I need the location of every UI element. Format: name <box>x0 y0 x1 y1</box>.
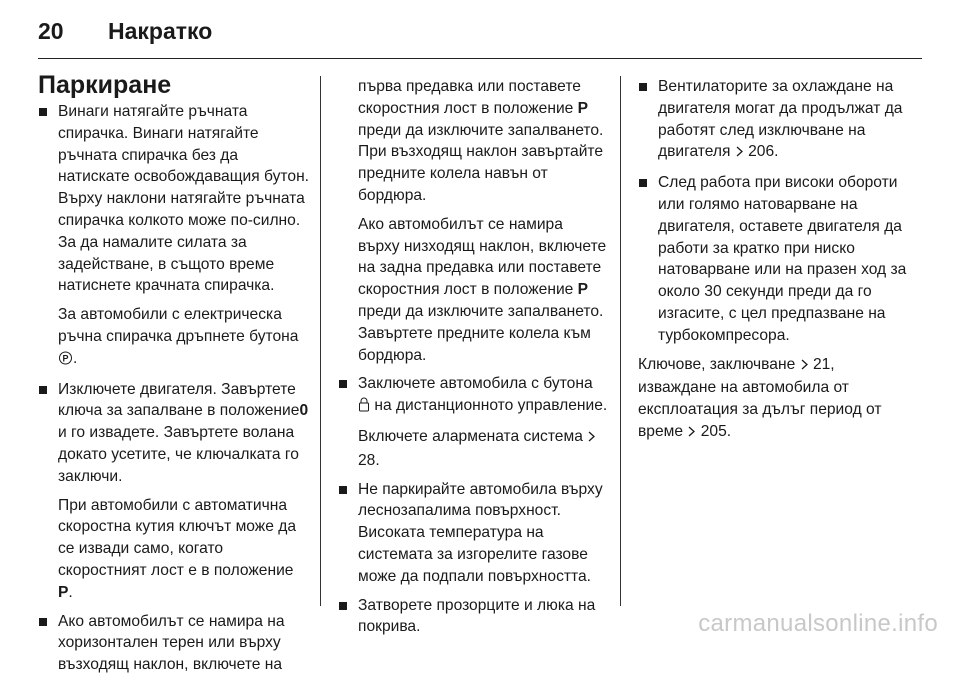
bullet-icon <box>39 618 47 626</box>
paragraph <box>358 76 608 207</box>
paragraph-text: и го извадете. Завъртете волана докато усетите, че ключалката го заключи. <box>58 424 299 485</box>
bullet-icon <box>39 108 47 116</box>
paragraph-text: Вентилаторите за охлаждане на двигателя могат да продължат да работят след изключване на двигателя <box>658 78 903 161</box>
paragraph-text: преди да изключите запалването. Завъртете предните колела към бордюра. <box>358 302 604 364</box>
paragraph: След работа при високи обороти или голямо натоварване на двигателя, оставете двигателя да работи за кратко при ниско натоварване или на празен ход за около 30 секунди преди да го изгасите, с цел предпазване на турбокомпресора. <box>658 174 907 344</box>
reference-arrow-icon <box>735 143 744 165</box>
paragraph <box>358 214 608 367</box>
column-3 <box>638 76 914 452</box>
column-2 <box>338 76 608 645</box>
bullet-icon <box>639 179 647 187</box>
paragraph <box>638 354 914 445</box>
list-item <box>638 76 914 165</box>
emphasis: P <box>577 281 589 299</box>
paragraph-text: При автомобили с автоматична скоростна кутия ключът може да се извади само, когато скоростният лост е в положение <box>58 496 297 579</box>
column-1 <box>38 70 310 683</box>
paragraph-text: Изключете двигателя. Завъртете ключа за запалване в положение <box>58 380 300 420</box>
paragraph: Винаги натягайте ръчната спирачка. Винаги натягайте ръчната спирачка без да натискате освобождаващия бутон. Върху наклони натягайте ръчната спирачка колкото може по-силно. За да намалите силата за задействане, в същото време натиснете крачната спирачка. <box>58 103 310 295</box>
reference-arrow-icon <box>587 428 596 450</box>
paragraph <box>358 373 608 419</box>
page-reference[interactable]: 28. <box>358 451 380 469</box>
paragraph: Ако автомобилът се намира на хоризонтален терен или върху възходящ наклон, включете на <box>58 612 285 674</box>
paragraph-text: първа предавка или поставете скоростния лост в положение <box>358 78 581 117</box>
page-reference[interactable]: 21, <box>812 355 835 373</box>
section-heading: Паркиране <box>38 71 172 99</box>
list-item <box>38 379 310 604</box>
page-title: Накратко <box>108 18 213 44</box>
bullet-icon <box>339 602 347 610</box>
paragraph <box>658 76 914 165</box>
paragraph-text: Включете алармената система <box>358 427 583 445</box>
bullet-icon <box>339 486 347 494</box>
paragraph <box>58 495 310 604</box>
column-divider <box>320 76 321 606</box>
list-item <box>38 611 310 676</box>
page-number: 20 <box>38 18 64 44</box>
paragraph-text: Ключове, заключване <box>638 355 796 373</box>
paragraph: Не паркирайте автомобила върху леснозапалима повърхност. Високата температура на системата за изгорелите газове може да подпали повърхността. <box>358 480 603 585</box>
remote-lock-icon <box>358 397 370 419</box>
watermark: carmanualsonline.info <box>698 610 938 637</box>
header-rule <box>38 58 922 59</box>
svg-text:P: P <box>62 353 69 364</box>
reference-arrow-icon <box>800 356 809 378</box>
paragraph: Затворете прозорците и люка на покрива. <box>358 596 596 636</box>
emphasis: 0 <box>299 402 309 420</box>
bullet-icon <box>339 380 347 388</box>
page-header <box>38 18 212 48</box>
paragraph-text: Заключете автомобила с бутона <box>358 375 593 393</box>
paragraph <box>358 426 608 472</box>
reference-arrow-icon <box>687 423 696 445</box>
paragraph-text: на дистанционното управление. <box>370 397 608 415</box>
page-reference[interactable]: 206. <box>748 143 779 161</box>
paragraph-text: За автомобили с електрическа ръчна спирачка дръпнете бутона <box>58 306 299 345</box>
paragraph-text: . <box>68 583 73 601</box>
paragraph-text: преди да изключите запалването. При възходящ наклон завъртайте предните колела навън от бордюра. <box>358 121 604 204</box>
column-divider <box>620 76 621 606</box>
list-item <box>338 373 608 471</box>
list-item <box>338 479 608 588</box>
bullet-icon <box>639 83 647 91</box>
list-item <box>338 595 608 639</box>
parking-brake-icon <box>58 350 73 372</box>
emphasis: P <box>58 583 69 601</box>
paragraph-text: Ако автомобилът се намира върху низходящ наклон, включете на задна предавка или поставете скоростния лост в положение <box>358 215 607 299</box>
list-item <box>638 172 914 346</box>
bullet-icon <box>39 386 47 394</box>
page-reference[interactable]: 205. <box>700 422 732 440</box>
paragraph <box>58 379 310 488</box>
paragraph-text: изваждане на автомобила от експлоатация за дълъг период от време <box>638 379 882 440</box>
emphasis: P <box>577 99 589 117</box>
list-item <box>38 101 310 372</box>
paragraph-text: . <box>73 349 78 367</box>
paragraph <box>58 304 310 371</box>
list-item-continued <box>338 76 608 366</box>
